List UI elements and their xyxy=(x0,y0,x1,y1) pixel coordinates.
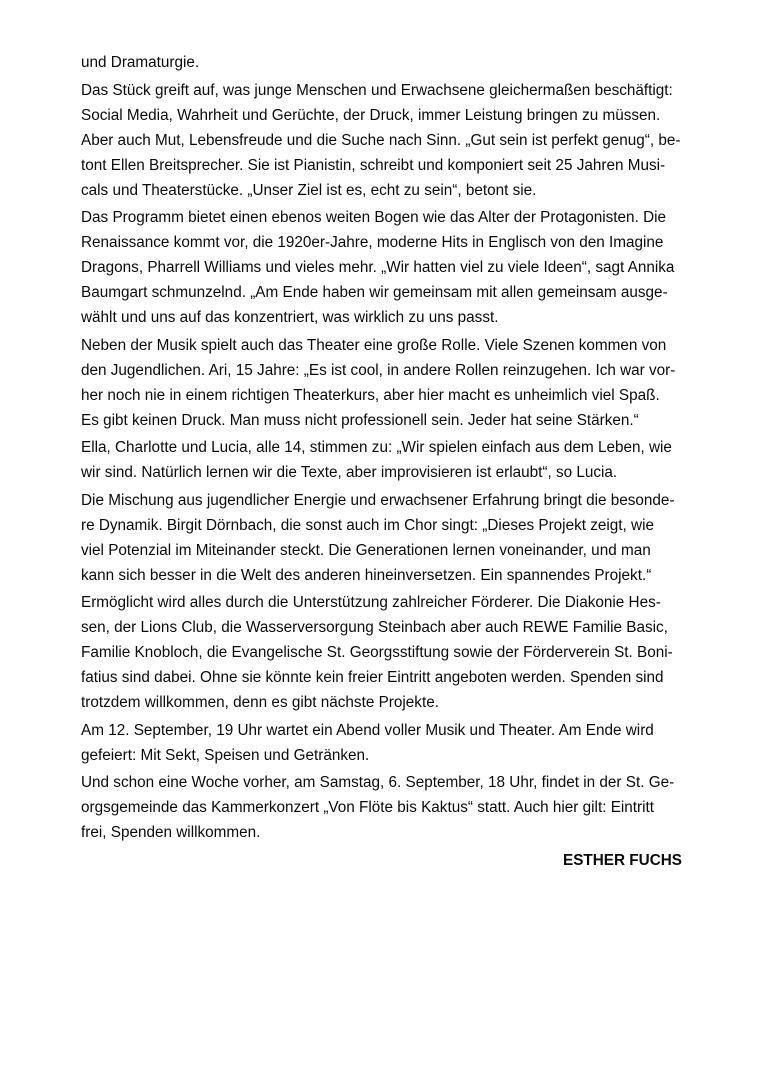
article-body xyxy=(81,50,682,873)
author-signature: ESTHER FUCHS xyxy=(563,851,682,869)
text-line: wählt und uns auf das konzentriert, was wirklich zu uns passt. xyxy=(81,309,499,326)
text-line: Das Programm bietet einen ebenos weiten Bogen wie das Alter der Protagonisten. Die xyxy=(81,209,667,226)
text-line: gefeiert: Mit Sekt, Speisen und Getränken. xyxy=(81,746,370,764)
text-line: viel Potenzial im Miteinander steckt. Die Generationen lernen voneinander, und man xyxy=(81,541,651,559)
text-line: Social Media, Wahrheit und Gerüchte, der Druck, immer Leistung bringen zu müssen. xyxy=(81,106,661,124)
text-line: Neben der Musik spielt auch das Theater eine große Rolle. Viele Szenen kommen von xyxy=(81,336,667,354)
text-line: Ermöglicht wird alles durch die Unterstützung zahlreicher Förderer. Die Diakonie Hes- xyxy=(81,594,661,611)
text-line: orgsgemeinde das Kammerkonzert „Von Flöte bis Kaktus“ statt. Auch hier gilt: Eintritt xyxy=(81,799,655,816)
text-line: Und schon eine Woche vorher, am Samstag, 6. September, 18 Uhr, findet in der St. Ge- xyxy=(81,774,675,791)
text-line: Das Stück greift auf, was junge Menschen und Erwachsene gleichermaßen beschäftigt: xyxy=(81,81,673,99)
paragraph xyxy=(81,50,682,75)
text-line: Es gibt keinen Druck. Man muss nicht professionell sein. Jeder hat seine Stärken.“ xyxy=(81,411,639,429)
text-line: tont Ellen Breitsprecher. Sie ist Pianistin, schreibt und komponiert seit 25 Jahren Musi- xyxy=(81,156,666,174)
text-line: her noch nie in einem richtigen Theaterkurs, aber hier macht es unheimlich viel Spaß. xyxy=(81,386,660,404)
text-line: Renaissance kommt vor, die 1920er-Jahre, moderne Hits in Englisch von den Imagine xyxy=(81,234,664,251)
text-line: re Dynamik. Birgit Dörnbach, die sonst auch im Chor singt: „Dieses Projekt zeigt, wie xyxy=(81,516,655,534)
text-line: sen, der Lions Club, die Wasserversorgung Steinbach aber auch REWE Familie Basic, xyxy=(81,619,668,636)
text-line: wir sind. Natürlich lernen wir die Texte, aber improvisieren ist erlaubt“, so Lucia. xyxy=(81,464,618,481)
text-line: kann sich besser in die Welt des anderen hineinversetzen. Ein spannendes Projekt.“ xyxy=(81,566,652,584)
text-line: cals und Theaterstücke. „Unser Ziel ist es, echt zu sein“, betont sie. xyxy=(81,181,537,199)
text-line: trotzdem willkommen, denn es gibt nächste Projekte. xyxy=(81,694,439,711)
text-line: Dragons, Pharrell Williams und vieles mehr. „Wir hatten viel zu viele Ideen“, sagt Annika xyxy=(81,259,675,276)
text-line: den Jugendlichen. Ari, 15 Jahre: „Es ist cool, in andere Rollen reinzugehen. Ich war vor- xyxy=(81,361,676,379)
text-line: Familie Knobloch, die Evangelische St. Georgsstiftung sowie der Förderverein St. Boni- xyxy=(81,644,673,661)
text-line: fatius sind dabei. Ohne sie könnte kein freier Eintritt angeboten werden. Spenden sind xyxy=(81,669,664,686)
text-line: Die Mischung aus jugendlicher Energie und erwachsener Erfahrung bringt die besonde- xyxy=(81,491,675,509)
text-line: Am 12. September, 19 Uhr wartet ein Abend voller Musik und Theater. Am Ende wird xyxy=(81,721,654,739)
text-line: Aber auch Mut, Lebensfreude und die Suche nach Sinn. „Gut sein ist perfekt genug“, be- xyxy=(81,131,681,149)
text-line: und Dramaturgie. xyxy=(81,54,200,71)
text-line: frei, Spenden willkommen. xyxy=(81,824,261,841)
text-line: Ella, Charlotte und Lucia, alle 14, stimmen zu: „Wir spielen einfach aus dem Leben, wie xyxy=(81,439,672,456)
text-line: Baumgart schmunzelnd. „Am Ende haben wir gemeinsam mit allen gemeinsam ausge- xyxy=(81,284,668,301)
